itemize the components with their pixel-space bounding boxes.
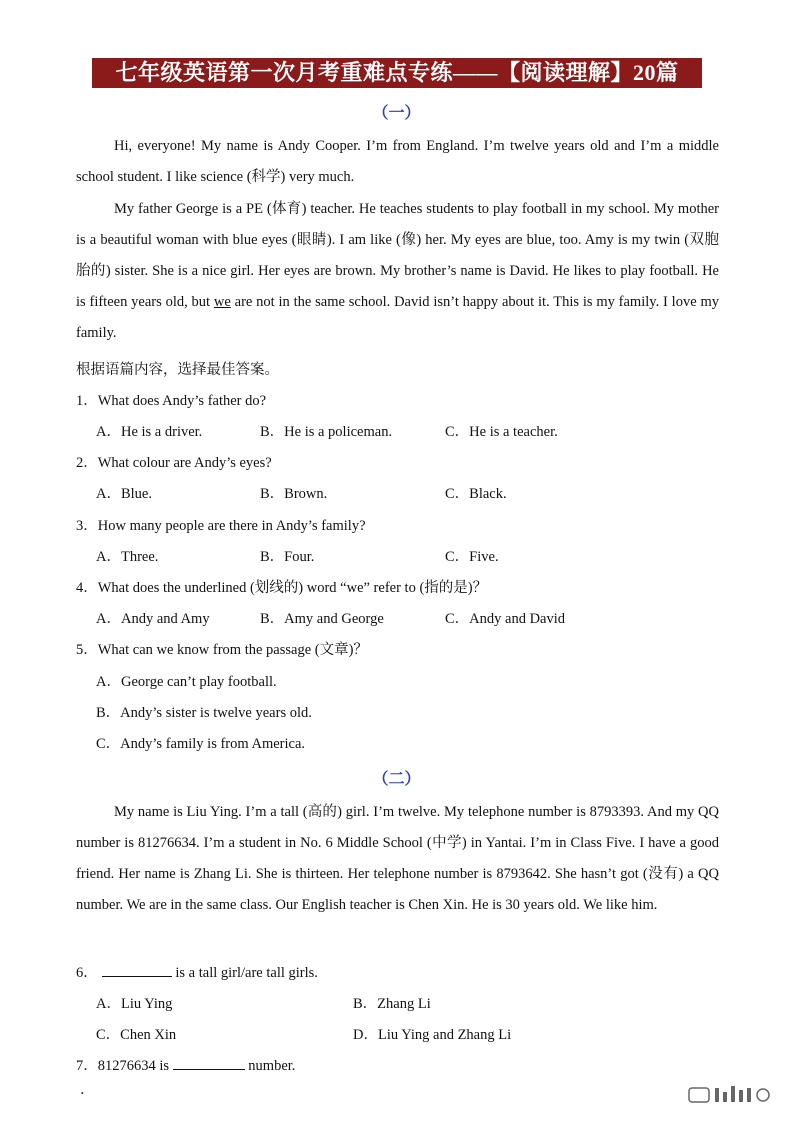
question-text: What can we know from the passage (文章)？ — [97, 642, 368, 658]
answer-blank[interactable] — [173, 1055, 245, 1070]
question-3 — [76, 514, 366, 535]
q4-option-c[interactable]: C．Andy and David — [445, 611, 566, 627]
q3-option-b[interactable]: B．Four. — [260, 549, 315, 565]
question-number: 2． — [76, 455, 98, 471]
question-text: is a tall girl/are tall girls. — [171, 965, 318, 981]
question-number: 4． — [76, 580, 98, 596]
question-1 — [76, 389, 266, 410]
passage-2-heading: （二） — [372, 771, 421, 788]
question-6 — [76, 961, 318, 982]
q6-option-a[interactable]: A．Liu Ying — [96, 996, 173, 1012]
question-text: How many people are there in Andy’s family? — [97, 518, 366, 534]
q5-option-a[interactable]: A．George can’t play football. — [96, 674, 277, 690]
question-7 — [76, 1054, 295, 1075]
watermark-icon — [687, 1084, 779, 1108]
q4-option-a[interactable]: A．Andy and Amy — [96, 611, 210, 627]
q3-option-a[interactable]: A．Three. — [96, 549, 159, 565]
question-number: 6． — [76, 965, 98, 981]
q1-option-b[interactable]: B．He is a policeman. — [260, 424, 393, 440]
q2-option-a[interactable]: A．Blue. — [96, 486, 152, 502]
q5-option-c[interactable]: C．Andy’s family is from America. — [96, 736, 306, 752]
q2-option-b[interactable]: B．Brown. — [260, 486, 328, 502]
q2-option-c[interactable]: C．Black. — [445, 486, 507, 502]
paragraph-text: My father George is a PE (体育) teacher. He teaches students to play football in my school. My mother is a beautiful woman with blue eyes (眼睛). I am like (像) her. My eyes are blue, too. Amy is my twin (双胞胎的) sister. She is a nice girl. Her eyes are brown. My brother’s name is David. He likes to play football. He is fifteen years old, but — [76, 201, 719, 310]
document-title: 七年级英语第一次月考重难点专练——【阅读理解】20篇 — [92, 58, 702, 88]
instruction: 根据语篇内容，选择最佳答案。 — [76, 362, 279, 378]
passage-1-heading: （一） — [372, 105, 421, 122]
question-text: 81276634 is — [97, 1058, 173, 1074]
question-2 — [76, 451, 272, 472]
question-5 — [76, 638, 368, 659]
passage-1-paragraph-2 — [76, 194, 719, 349]
q6-option-b[interactable]: B．Zhang Li — [353, 996, 431, 1012]
question-text: What does the underlined (划线的) word “we” refer to (指的是)？ — [97, 580, 488, 596]
q3-option-c[interactable]: C．Five. — [445, 549, 499, 565]
paragraph-text: are not in the same school. David isn’t happy about it. This is my family. I love my family. — [76, 294, 719, 341]
passage-2-paragraph-1: My name is Liu Ying. I’m a tall (高的) girl. I’m twelve. My telephone number is 8793393. And my QQ number is 81276634. I’m a student in No. 6 Middle School (中学) in Yantai. I’m in Class Five. I have a good friend. Her name is Zhang Li. She is thirteen. Her telephone number is 8793642. She hasn’t got (没有) a QQ number. We are in the same class. Our English teacher is Chen Xin. He is 30 years old. We like him. — [76, 804, 719, 913]
question-number: 3． — [76, 518, 98, 534]
q6-option-d[interactable]: D．Liu Ying and Zhang Li — [353, 1027, 512, 1043]
question-number: 7． — [76, 1058, 98, 1074]
q4-option-b[interactable]: B．Amy and George — [260, 611, 384, 627]
question-4 — [76, 576, 487, 597]
trailing-mark: ． — [80, 1082, 95, 1098]
answer-blank[interactable] — [102, 962, 172, 977]
question-number: 1． — [76, 393, 98, 409]
passage-1-paragraph-1: Hi, everyone! My name is Andy Cooper. I’m from England. I’m twelve years old and I’m a middle school student. I like science (科学) very much. — [76, 138, 719, 185]
q5-option-b[interactable]: B．Andy’s sister is twelve years old. — [96, 705, 312, 721]
question-text: What colour are Andy’s eyes? — [97, 455, 272, 471]
q1-option-c[interactable]: C．He is a teacher. — [445, 424, 558, 440]
q1-option-a[interactable]: A．He is a driver. — [96, 424, 203, 440]
question-text: number. — [244, 1058, 296, 1074]
question-text: What does Andy’s father do? — [97, 393, 267, 409]
underlined-word-we: we — [213, 294, 231, 310]
question-number: 5． — [76, 642, 98, 658]
q6-option-c[interactable]: C．Chen Xin — [96, 1027, 177, 1043]
